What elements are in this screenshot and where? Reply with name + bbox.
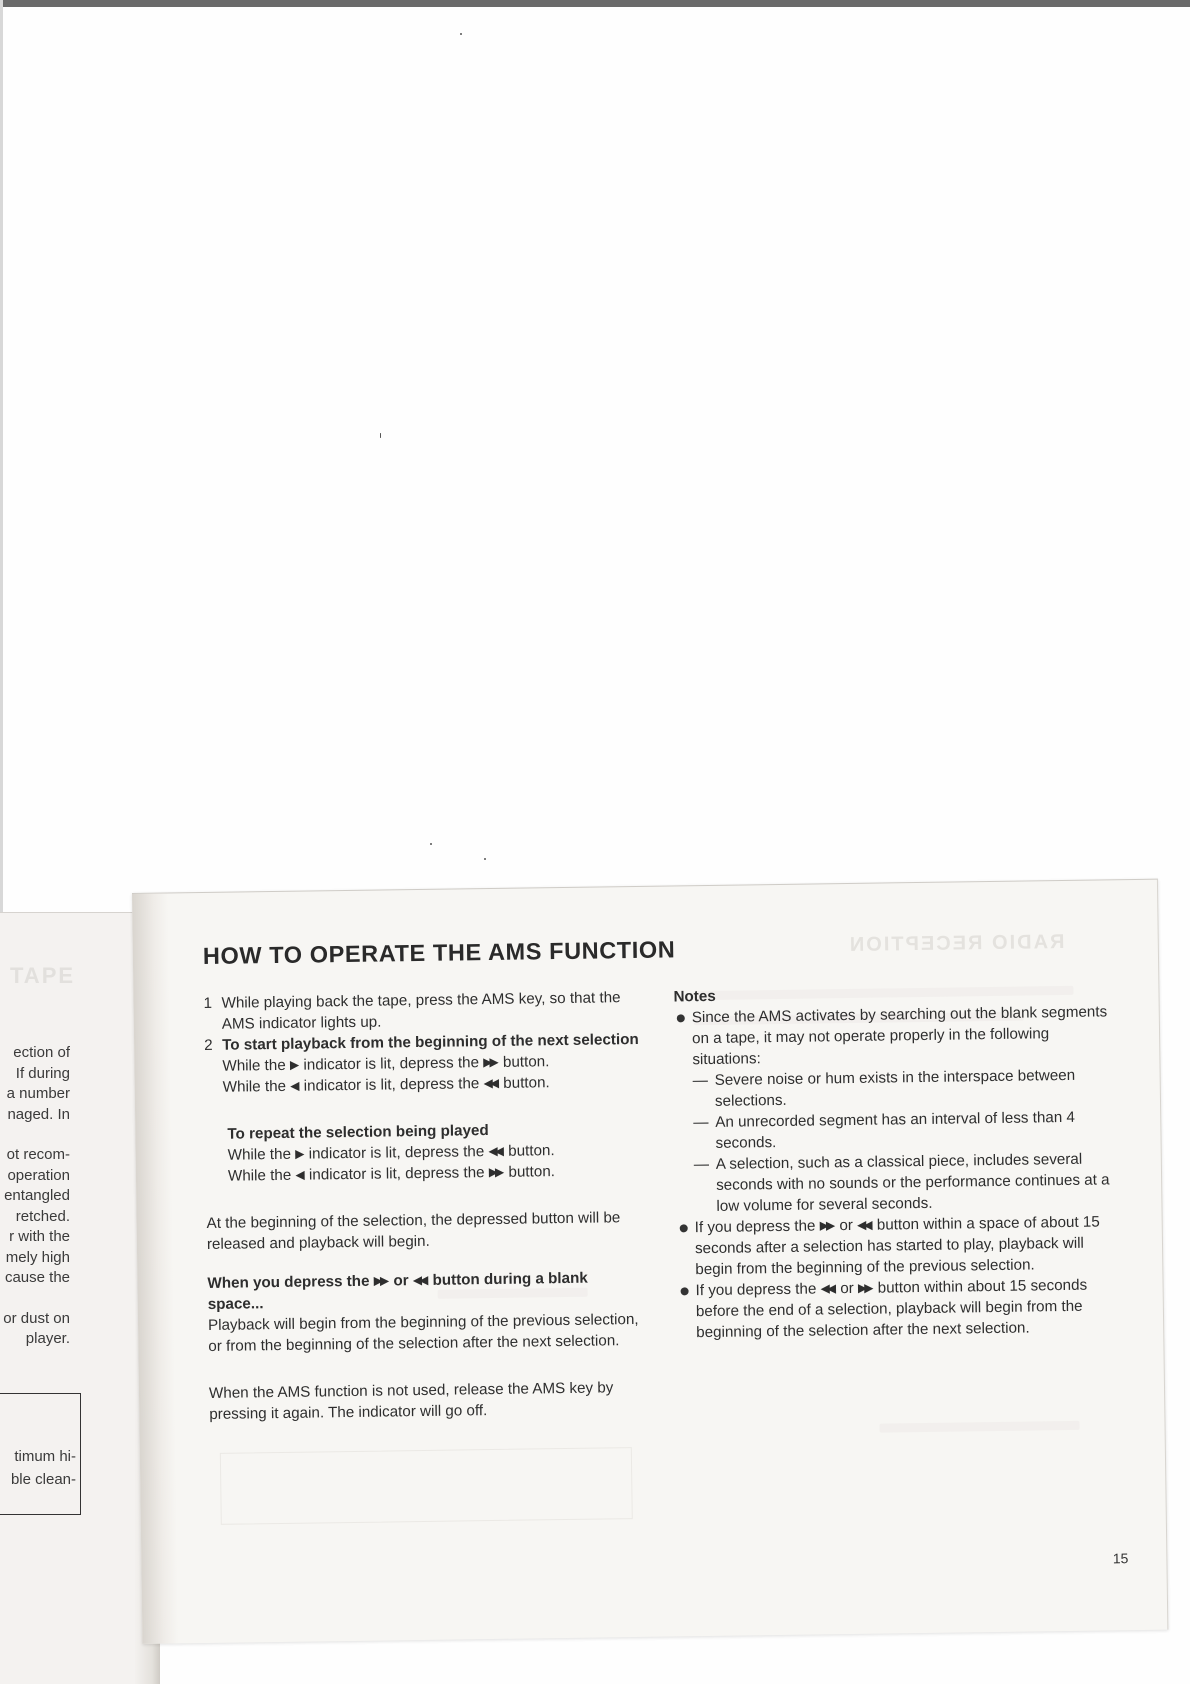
play-reverse-icon: ◀ <box>295 1167 302 1182</box>
bullet-icon <box>680 1224 688 1232</box>
section-heading: When you depress the ▶▶ or ◀◀ button during a blank space... <box>207 1269 588 1313</box>
text-line: ection of <box>13 1044 70 1061</box>
text-line: or dust on <box>3 1309 70 1327</box>
text-line: r with the <box>9 1228 70 1245</box>
fast-forward-icon: ▶▶ <box>819 1218 833 1233</box>
text-line: mely high <box>5 1248 70 1266</box>
manual-page <box>132 879 1168 1644</box>
left-column <box>203 987 649 1425</box>
speck <box>380 433 381 438</box>
repeat-section <box>205 1118 646 1187</box>
play-reverse-icon: ◀ <box>290 1078 297 1093</box>
right-column <box>673 980 1118 1343</box>
text-line: naged. In <box>7 1105 70 1123</box>
text-line: ble clean- <box>10 1471 76 1488</box>
fast-forward-icon: ▶▶ <box>373 1273 387 1288</box>
page-title: HOW TO OPERATE THE AMS FUNCTION <box>202 936 676 970</box>
note-subitem: — Severe noise or hum exists in the interspace between selections. <box>692 1066 1076 1110</box>
text-line: operation <box>7 1166 70 1184</box>
scan-top-edge <box>0 0 1190 7</box>
dash-mark: — <box>693 1155 710 1174</box>
note-item: If you depress the ◀◀ or ▶▶ button within about 15 seconds before the end of a selection, playback will begin from the beginning of the selection after the next selection. <box>677 1274 1118 1343</box>
step-1 <box>203 987 644 1035</box>
rewind-icon: ◀◀ <box>412 1272 426 1288</box>
speck <box>460 33 462 35</box>
page-number: 15 <box>1112 1550 1129 1567</box>
note-subitem: — An unrecorded segment has an interval of less than 4 seconds. <box>693 1108 1076 1152</box>
bullet-icon <box>677 1014 685 1022</box>
note-item: If you depress the ▶▶ or ◀◀ button within a space of about 15 seconds after a selection has started to play, playback will begin from the beginning of the previous selection. <box>677 1211 1118 1280</box>
text-line: If during <box>15 1064 70 1082</box>
rewind-icon: ◀◀ <box>820 1281 834 1296</box>
text-line: timum hi- <box>14 1448 76 1465</box>
speck <box>430 843 432 845</box>
instruction-line: While the ◀ indicator is lit, depress the ◀◀ button. <box>222 1074 550 1096</box>
bleed-through-text: TAPE <box>10 963 76 988</box>
rewind-icon: ◀◀ <box>483 1075 497 1091</box>
play-forward-icon: ▶ <box>295 1146 302 1161</box>
play-forward-icon: ▶ <box>289 1057 297 1072</box>
bullet-icon <box>681 1287 689 1295</box>
text-line: player. <box>25 1330 70 1347</box>
text-line: retched. <box>15 1207 70 1225</box>
previous-page-text <box>0 1043 70 1350</box>
notes-heading: Notes <box>673 987 716 1006</box>
paragraph: At the beginning of the selection, the depressed button will be released and playback will begin. <box>206 1209 621 1253</box>
bleed-through <box>879 1421 1079 1433</box>
text-line: a number <box>6 1085 70 1102</box>
section-heading: To repeat the selection being played <box>227 1122 489 1143</box>
rewind-icon: ◀◀ <box>488 1143 502 1159</box>
note-item: Since the AMS activates by searching out the blank segments on a tape, it may not operate properly in the following situations: <box>674 1001 1115 1070</box>
dash-mark: — <box>692 1071 708 1090</box>
step-number: 1 <box>203 994 213 1013</box>
bleed-through-box <box>220 1447 633 1525</box>
paragraph: When the AMS function is not used, release the AMS key by pressing it again. The indicator will go off. <box>208 1379 614 1423</box>
fast-forward-icon: ▶▶ <box>483 1054 496 1070</box>
text-line: ot recom- <box>6 1146 70 1163</box>
text-line: entangled <box>4 1187 70 1204</box>
bleed-through-heading: RADIO RECEPTION <box>847 930 1065 957</box>
dash-mark: — <box>693 1113 709 1132</box>
instruction-line: While the ▶ indicator is lit, depress the ▶▶ button. <box>222 1053 550 1075</box>
step-heading: To start playback from the beginning of the next selection <box>222 1030 639 1054</box>
scan-left-edge <box>0 0 3 920</box>
fast-forward-icon: ▶▶ <box>488 1164 502 1180</box>
boxed-note-text <box>0 1445 76 1491</box>
text-line: cause the <box>4 1269 70 1286</box>
fast-forward-icon: ▶▶ <box>857 1280 871 1295</box>
note-subitem: — A selection, such as a classical piece, includes several seconds with no sounds or the performance continues at a low volume for several seconds. <box>693 1150 1110 1215</box>
instruction-line: While the ◀ indicator is lit, depress the ▶▶ button. <box>227 1163 556 1185</box>
paragraph: Playback will begin from the beginning of the previous selection, or from the beginning of the selection after the next selection. <box>207 1310 639 1355</box>
step-2 <box>204 1029 645 1098</box>
instruction-line: While the ▶ indicator is lit, depress the ◀◀ button. <box>227 1142 555 1164</box>
speck <box>484 858 486 860</box>
step-number: 2 <box>204 1036 213 1055</box>
step-text: While playing back the tape, press the AMS key, so that the AMS indicator lights up. <box>221 989 621 1033</box>
rewind-icon: ◀◀ <box>857 1217 870 1232</box>
